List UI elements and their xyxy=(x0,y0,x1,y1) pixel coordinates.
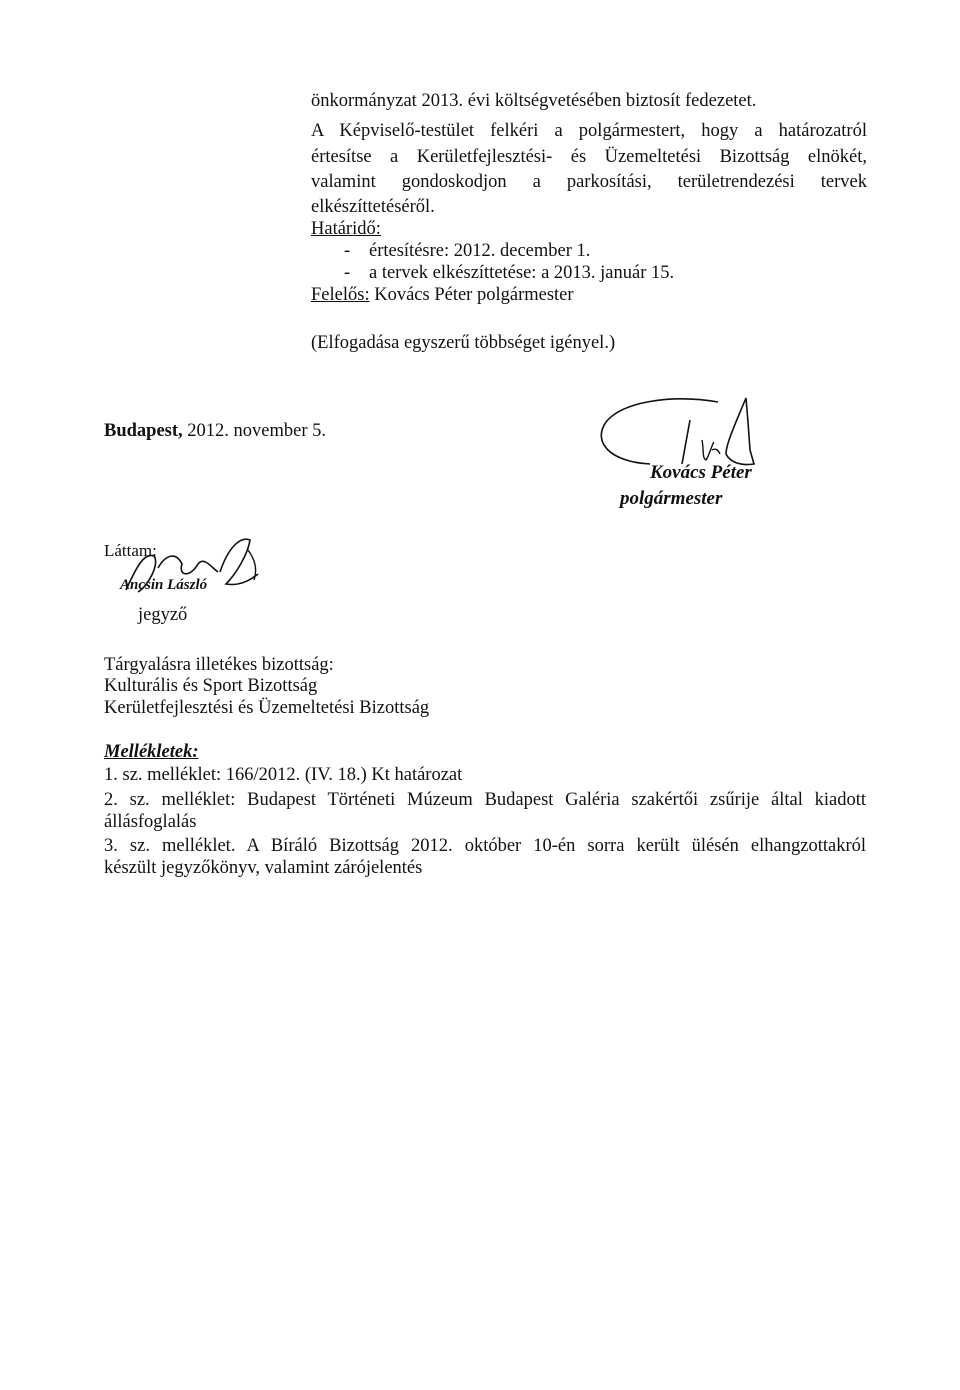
attachment-1: 1. sz. melléklet: 166/2012. (IV. 18.) Kt határozat xyxy=(104,765,463,785)
committee-item-1: Kulturális és Sport Bizottság xyxy=(104,676,318,696)
decision-line-4: valamint gondoskodjon a parkosítási, területrendezési tervek xyxy=(311,172,867,192)
decision-line-1: önkormányzat 2013. évi költségvetésében biztosít fedezetet. xyxy=(311,91,757,111)
notary-title: jegyző xyxy=(138,605,188,625)
responsible-label: Felelős: xyxy=(311,285,370,305)
responsible-value: Kovács Péter polgármester xyxy=(374,285,574,305)
notary-signature xyxy=(108,528,268,608)
attachments-heading: Mellékletek: xyxy=(104,742,199,762)
attachment-3-line-2: készült jegyzőkönyv, valamint zárójelentés xyxy=(104,858,423,878)
mayor-name: Kovács Péter xyxy=(650,462,752,483)
notary-name: Ancsin László xyxy=(120,577,208,593)
decision-line-2: A Képviselő-testület felkéri a polgármestert, hogy a határozatról xyxy=(311,121,867,141)
committee-heading: Tárgyalásra illetékes bizottság: xyxy=(104,655,334,675)
place-date xyxy=(104,420,326,442)
dash: - xyxy=(344,241,351,261)
attachment-3-line-1: 3. sz. melléklet. A Bíráló Bizottság 2012. október 10-én sorra került ülésén elhangzottakról xyxy=(104,836,866,856)
deadline-item-1: - értesítésre: 2012. december 1. xyxy=(344,241,591,261)
dash: - xyxy=(344,263,351,283)
decision-line-3: értesítse a Kerületfejlesztési- és Üzemeltetési Bizottság elnökét, xyxy=(311,147,867,167)
deadline-item-2: - a tervek elkészíttetése: a 2013. január 15. xyxy=(344,263,675,283)
committee-item-2: Kerületfejlesztési és Üzemeltetési Bizottság xyxy=(104,698,430,718)
majority-note: (Elfogadása egyszerű többséget igényel.) xyxy=(311,333,616,353)
decision-line-5: elkészíttetéséről. xyxy=(311,197,435,217)
place: Budapest, xyxy=(104,421,183,441)
responsible-line xyxy=(311,284,574,306)
attachment-2-line-2: állásfoglalás xyxy=(104,812,197,832)
deadline-label: Határidő: xyxy=(311,219,381,239)
mayor-title: polgármester xyxy=(620,488,723,509)
attachment-2-line-1: 2. sz. melléklet: Budapest Történeti Múzeum Budapest Galéria szakértői zsűrije által kiadott xyxy=(104,790,866,810)
date: 2012. november 5. xyxy=(187,421,327,441)
seen-label: Láttam: xyxy=(104,541,157,560)
